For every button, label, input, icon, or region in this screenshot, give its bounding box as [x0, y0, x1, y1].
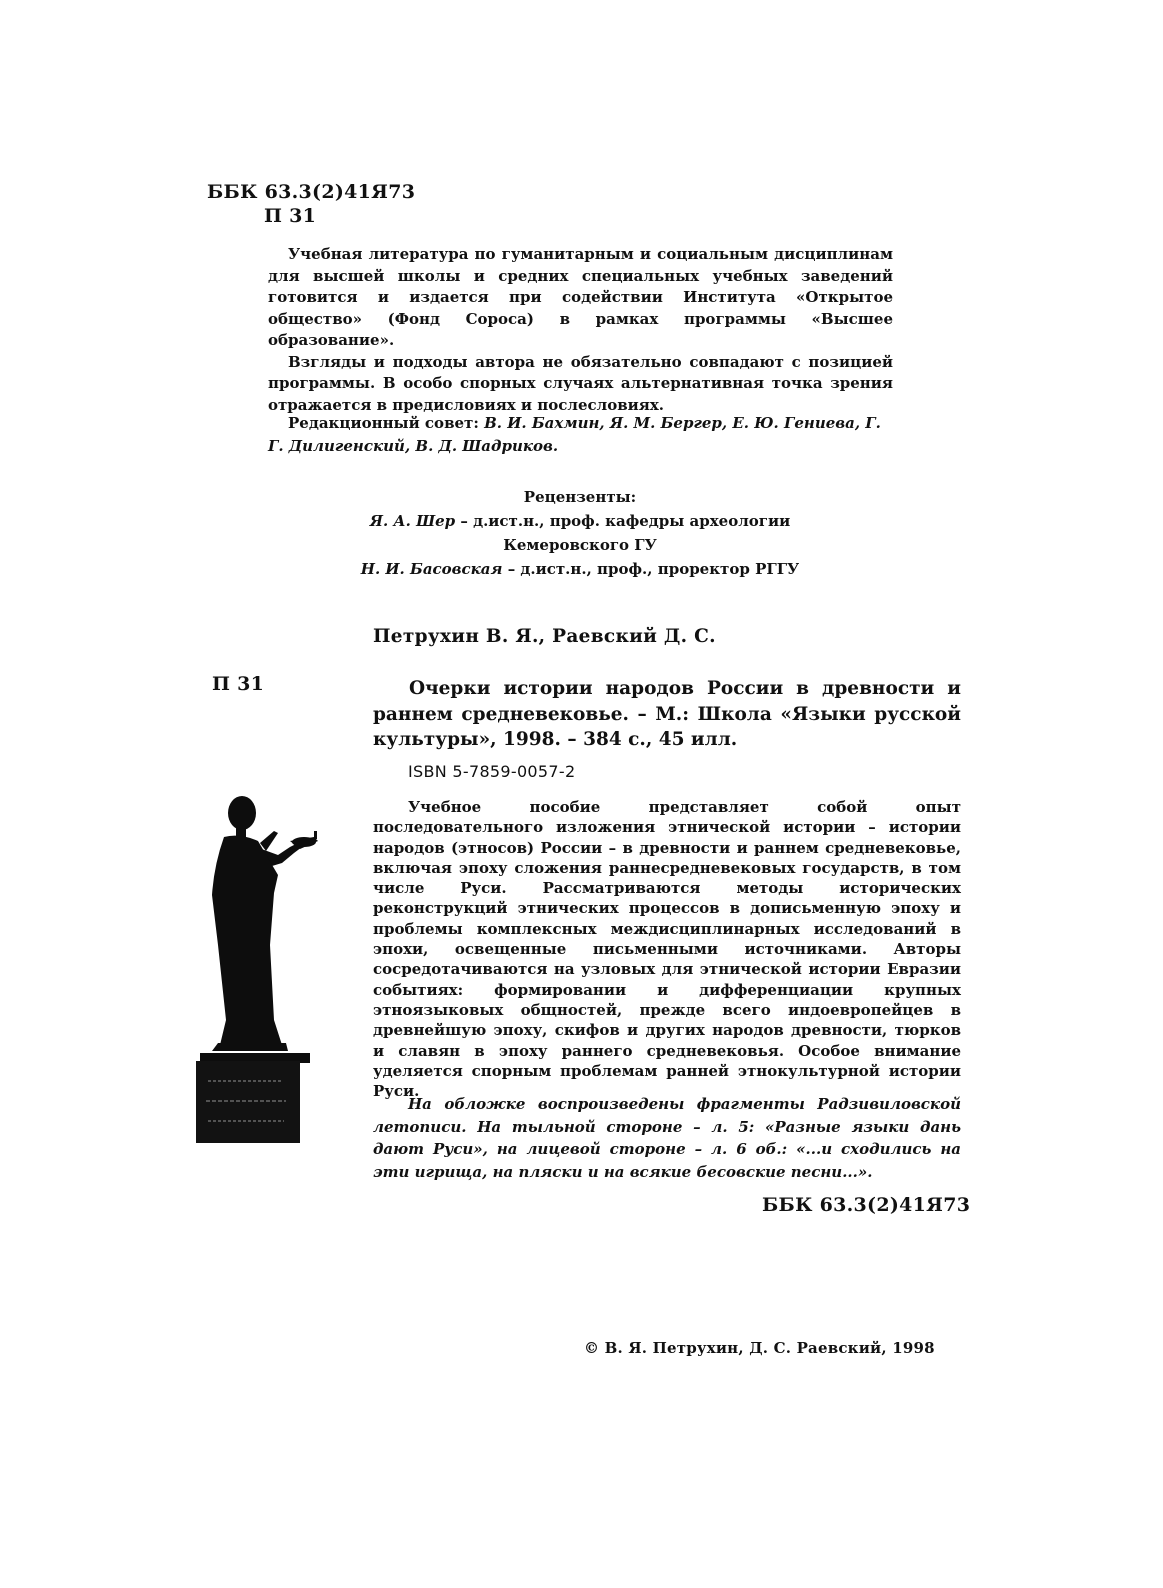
editorial-council-label: Редакционный совет: — [288, 414, 479, 432]
author-mark-top: П 31 — [264, 205, 317, 227]
authors-line: Петрухин В. Я., Раевский Д. С. — [373, 626, 716, 647]
notice-paragraph: Учебная литература по гуманитарным и социальным дисциплинам для высшей школы и средних специальных учебных заведений готовится и издается при содействии Института «Открытое общество» (Фонд Сороса) в рамках программы «Высшее образование». — [268, 245, 893, 349]
bbk-code-bottom: ББК 63.3(2)41Я73 — [762, 1194, 971, 1216]
editorial-council-names: В. И. Бахмин, Я. М. Бергер, Е. Ю. Гениева, Г. Г. Дилигенский, В. Д. Шадриков. — [268, 414, 881, 455]
reviewer-name: Н. И. Басовская — [360, 560, 503, 578]
bbk-code-top: ББК 63.3(2)41Я73 — [207, 181, 416, 203]
copyright: © В. Я. Петрухин, Д. С. Раевский, 1998 — [584, 1339, 935, 1357]
statue-publisher-emblem-icon — [190, 795, 350, 1145]
bbk-header — [207, 180, 415, 228]
reviewer-desc: – д.ист.н., проф. кафедры археологии — [455, 512, 791, 530]
publication-notice — [268, 244, 893, 416]
reviewers-heading: Рецензенты: — [523, 488, 637, 506]
reviewer-desc: Кемеровского ГУ — [503, 536, 657, 554]
editorial-council — [268, 412, 893, 458]
abstract: Учебное пособие представляет собой опыт последовательного изложения этнической истории – истории народов (этносов) России – в древности и раннем средневековье, включая эпоху сложения раннесредневековых государств, в том числе Руси. Рассматриваются методы исторических реконструкций этнических процессов в дописьменную эпоху и проблемы комплексных междисциплинарных исследований в эпохи, освещенные письменными источниками. Авторы сосредотачиваются на узловых для этнической истории Евразии событиях: формировании и дифференциации крупных этноязыковых общностей, прежде всего индоевропейцев в древнейшую эпоху, скифов и других народов древности, тюрков и славян в эпоху раннего средневековья. Особое внимание уделяется спорным проблемам ранней этнокультурной истории Руси. — [373, 798, 961, 1101]
cover-note: На обложке воспроизведены фрагменты Радзивиловской летописи. На тыльной стороне – л. 5: «Разные языки дань дают Руси», на лицевой стороне – л. 6 об.: «...и сходились на эти игрища, на пляски и на всякие бесовские песни...». — [373, 1095, 961, 1181]
author-mark-index: П 31 — [212, 673, 265, 695]
reviewer-desc: – д.ист.н., проф., проректор РГГУ — [502, 560, 800, 578]
notice-paragraph: Взгляды и подходы автора не обязательно совпадают с позицией программы. В особо спорных случаях альтернативная точка зрения отражается в предисловиях и послесловиях. — [268, 352, 893, 414]
book-title-description: Очерки истории народов России в древности и раннем средневековье. – М.: Школа «Языки русской культуры», 1998. – 384 с., 45 илл. — [373, 678, 961, 750]
reviewers-block — [330, 485, 830, 581]
isbn: ISBN 5-7859-0057-2 — [408, 762, 576, 781]
reviewer-name: Я. А. Шер — [369, 512, 456, 530]
